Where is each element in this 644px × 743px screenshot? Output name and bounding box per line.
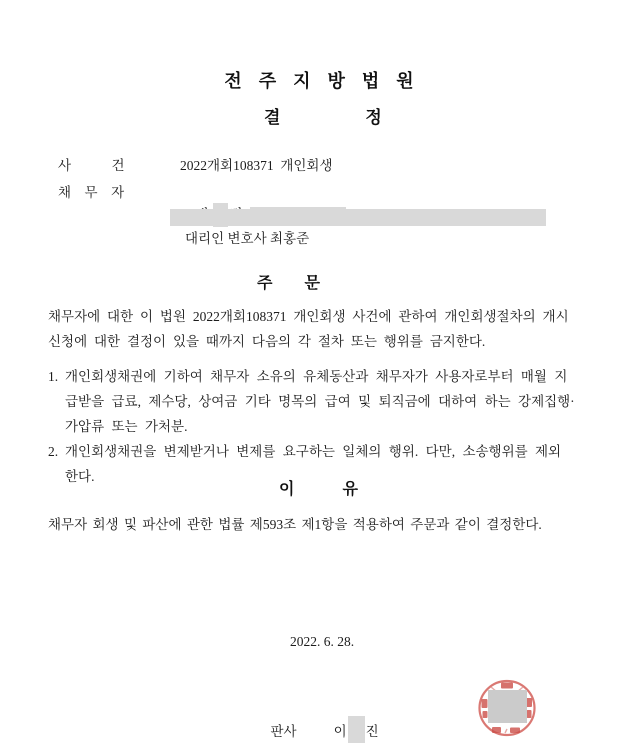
item-line: 개인회생채권을 변제받거나 변제를 요구하는 일체의 행위. 다만, 소송행위를 제외 <box>65 444 562 459</box>
reason-heading: 이 유 <box>279 481 358 498</box>
judge-name-first: 이 <box>333 724 347 739</box>
list-item <box>48 364 602 439</box>
item-line: 가압류 또는 가처분. <box>65 419 188 434</box>
case-label: 사 건 <box>58 158 125 173</box>
order-list <box>48 364 602 489</box>
official-seal-stamp-icon <box>477 679 537 737</box>
document-type-title: 결 정 <box>264 108 382 127</box>
item-line: 한다. <box>65 469 95 484</box>
judge-name-last: 진 <box>365 724 379 739</box>
reason-text: 채무자 회생 및 파산에 관한 법률 제593조 제1항을 적용하여 주문과 같이 결정한다. <box>48 517 542 532</box>
order-paragraph-line: 채무자에 대한 이 법원 2022개회108371 개인회생 사건에 관하여 개인회생절차의 개시 <box>48 309 569 324</box>
attorney-line: 대리인 변호사 최홍준 <box>185 231 310 246</box>
order-paragraph-line: 신청에 대한 결정이 있을 때까지 다음의 각 절차 또는 행위를 금지한다. <box>48 334 486 349</box>
item-line: 개인회생채권에 기하여 채무자 소유의 유체동산과 채무자가 사용자로부터 매월 지 <box>65 369 568 384</box>
redaction-box-judge-name <box>348 716 365 743</box>
item-number: 2. <box>48 444 59 459</box>
order-heading: 주 문 <box>257 275 320 292</box>
decision-date: 2022. 6. 28. <box>289 634 355 649</box>
redaction-box-address <box>170 209 546 226</box>
order-paragraph <box>48 304 602 354</box>
redaction-box-seal <box>488 690 527 723</box>
judge-name <box>334 724 379 739</box>
item-number: 1. <box>48 369 59 384</box>
item-line: 급받을 급료, 제수당, 상여금 기타 명목의 급여 및 퇴직금에 대하여 하는 강제집행· <box>65 394 575 409</box>
court-name-title: 전 주 지 방 법 원 <box>224 71 420 91</box>
judge-row <box>257 694 379 743</box>
judge-label: 판사 <box>270 724 297 739</box>
case-number: 2022개회108371 개인회생 <box>180 158 333 173</box>
debtor-label: 채 무 자 <box>58 185 125 200</box>
